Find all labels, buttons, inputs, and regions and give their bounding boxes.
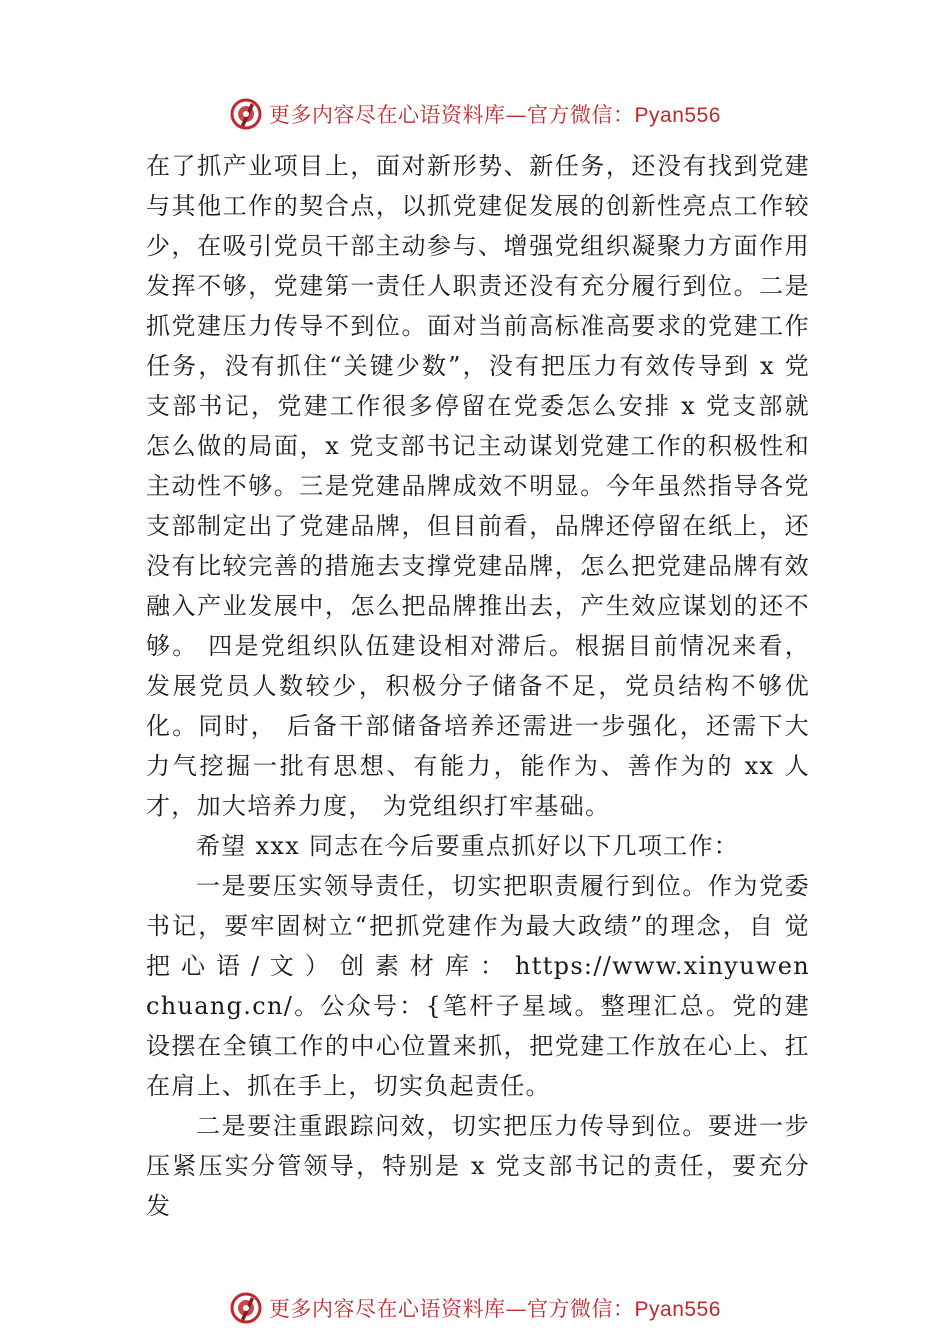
header-banner-label: 更多内容尽在心语资料库—官方微信： — [269, 103, 635, 127]
paragraph-3: 一是要压实领导责任，切实把职责履行到位。作为党委书记，要牢固树立“把抓党建作为最大政绩”的理念，自 觉 把 心 语 / 文 ） 创 素 材 库 ： https://www.xinyuwenchuang.cn/。公众号：{笔杆子星域。整理汇总。党的建设摆在全镇工作的中心位置来抓，把党建工作放在心上、扛在肩上、抓在手上，切实负起责任。 — [146, 872, 810, 1100]
footer-banner-text — [269, 1293, 721, 1323]
footer-wechat-id: Pyan556 — [634, 1298, 721, 1321]
header-banner-text — [269, 99, 721, 129]
paragraph-1: 在了抓产业项目上，面对新形势、新任务，还没有找到党建与其他工作的契合点，以抓党建促发展的创新性亮点工作较少，在吸引党员干部主动参与、增强党组织凝聚力方面作用发挥不够，党建第一责任人职责还没有充分履行到位。二是抓党建压力传导不到位。面对当前高标准高要求的党建工作任务，没有抓住“关键少数”，没有把压力有效传导到 x 党支部书记，党建工作很多停留在党委怎么安排 x 党支部就怎么做的局面，x 党支部书记主动谋划党建工作的积极性和主动性不够。三是党建品牌成效不明显。今年虽然指导各党支部制定出了党建品牌，但目前看，品牌还停留在纸上，还没有比较完善的措施去支撑党建品牌，怎么把党建品牌有效融入产业发展中，怎么把品牌推出去，产生效应谋划的还不够。 四是党组织队伍建设相对滞后。根据目前情况来看，发展党员人数较少，积极分子储备不足，党员结构不够优化。同时， 后备干部储备培养还需进一步强化，还需下大力气挖掘一批有思想、有能力，能作为、善作为的 xx 人才，加大培养力度， 为党组织打牢基础。 — [146, 152, 810, 820]
paragraph-2: 希望 xxx 同志在今后要重点抓好以下几项工作： — [196, 832, 740, 860]
footer-banner — [0, 1286, 950, 1330]
header-wechat-id: Pyan556 — [634, 104, 721, 127]
paragraph-4: 二是要注重跟踪问效，切实把压力传导到位。要进一步压紧压实分管领导，特别是 x 党支部书记的责任，要充分发 — [146, 1112, 810, 1220]
header-banner — [0, 92, 950, 136]
document-body — [146, 146, 810, 1226]
logo-icon — [229, 97, 263, 131]
footer-banner-label: 更多内容尽在心语资料库—官方微信： — [269, 1297, 635, 1321]
logo-icon — [229, 1291, 263, 1325]
